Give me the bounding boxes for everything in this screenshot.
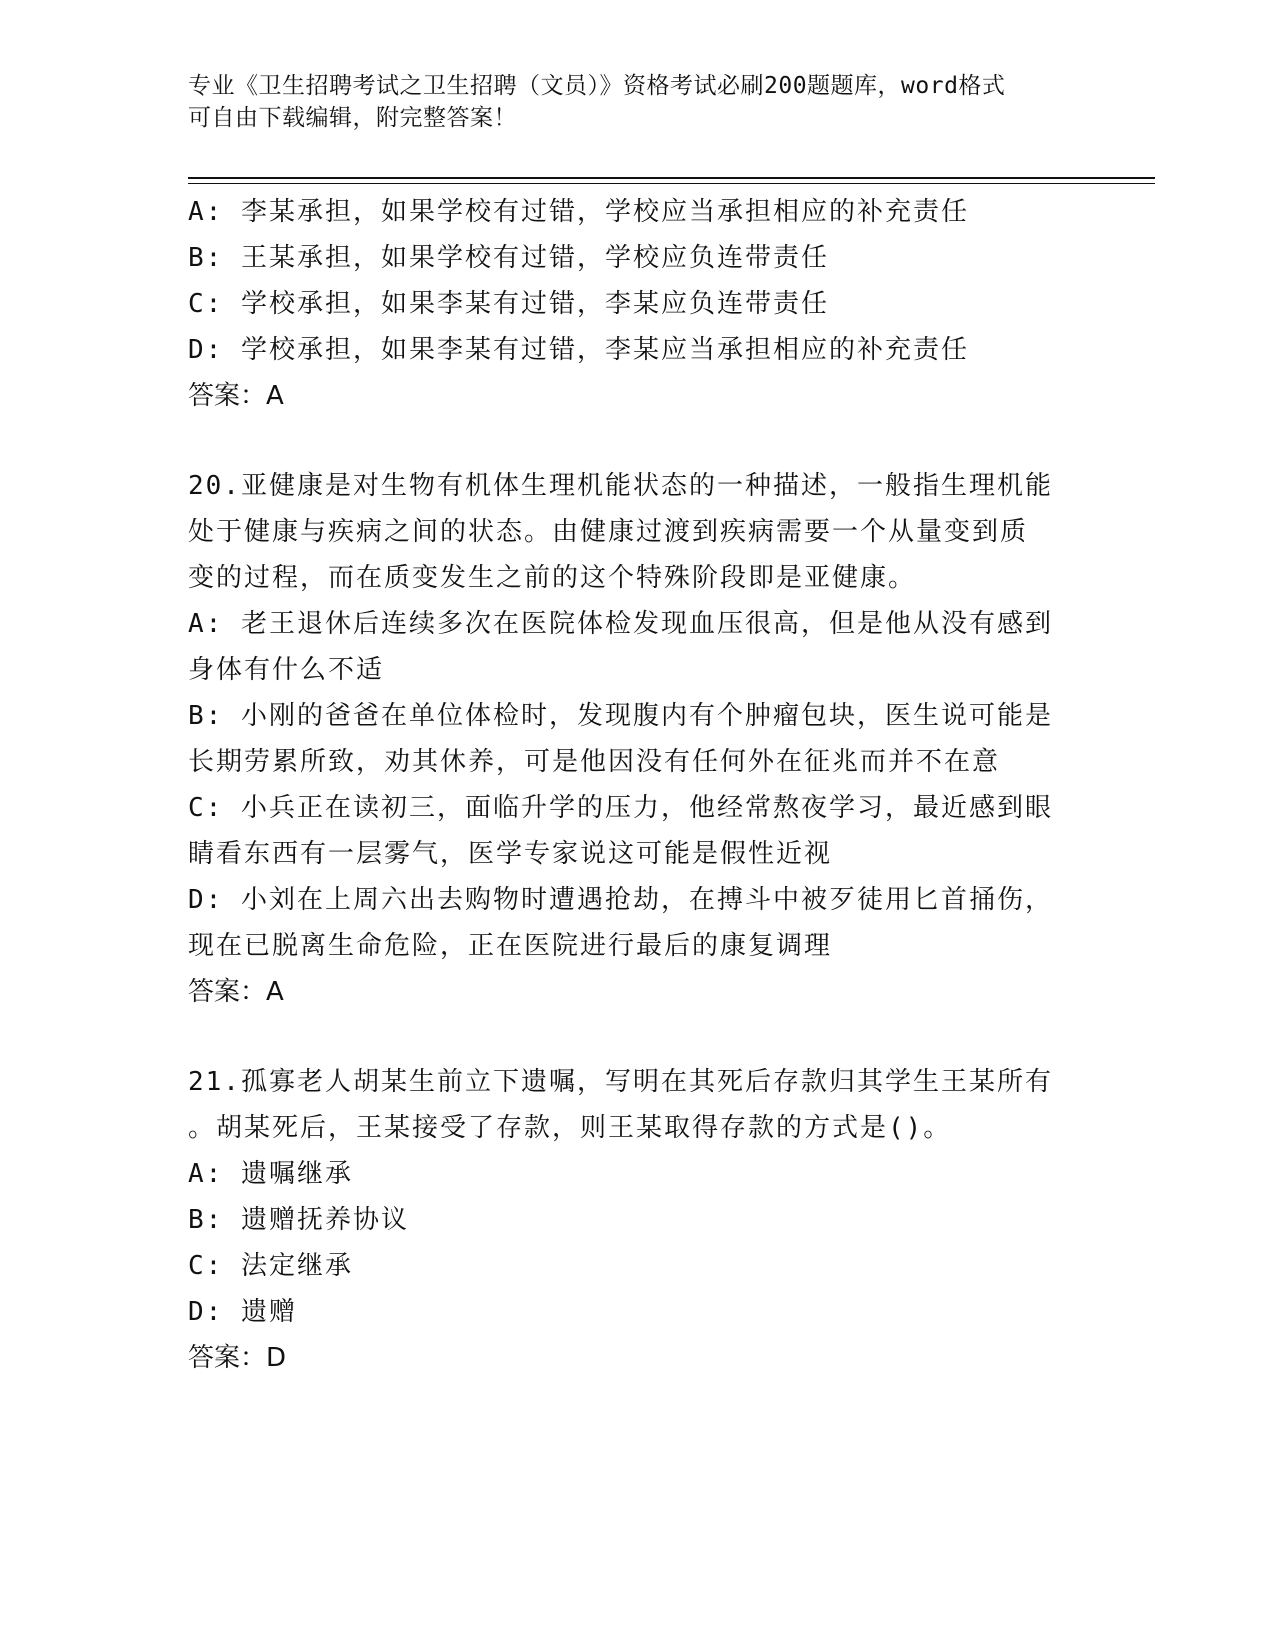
option-d-continued: 现在已脱离生命危险，正在医院进行最后的康复调理 bbox=[188, 931, 833, 961]
option-d: D: 学校承担，如果李某有过错，李某应当承担相应的补充责任 bbox=[188, 335, 969, 365]
question-19 bbox=[188, 189, 1088, 419]
option-d: D: 遗赠 bbox=[188, 1297, 297, 1327]
header-divider-thick bbox=[188, 177, 1155, 179]
question-stem-line: 20.亚健康是对生物有机体生理机能状态的一种描述，一般指生理机能 bbox=[188, 471, 1053, 501]
question-21 bbox=[188, 1059, 1088, 1381]
option-a: A: 遗嘱继承 bbox=[188, 1159, 353, 1189]
option-b-continued: 长期劳累所致，劝其休养，可是他因没有任何外在征兆而并不在意 bbox=[188, 747, 1001, 777]
answer-line: 答案：D bbox=[188, 1343, 287, 1373]
option-d: D: 小刘在上周六出去购物时遭遇抢劫，在搏斗中被歹徒用匕首捅伤， bbox=[188, 885, 1053, 915]
option-c: C: 学校承担，如果李某有过错，李某应负连带责任 bbox=[188, 289, 829, 319]
option-b: B: 遗赠抚养协议 bbox=[188, 1205, 409, 1235]
answer-line: 答案：A bbox=[188, 977, 284, 1007]
document-header bbox=[188, 70, 1088, 134]
answer-line: 答案：A bbox=[188, 381, 284, 411]
option-a: A: 李某承担，如果学校有过错，学校应当承担相应的补充责任 bbox=[188, 197, 969, 227]
spacer bbox=[188, 419, 1088, 463]
option-b: B: 小刚的爸爸在单位体检时，发现腹内有个肿瘤包块，医生说可能是 bbox=[188, 701, 1053, 731]
question-stem-line: 21.孤寡老人胡某生前立下遗嘱，写明在其死后存款归其学生王某所有 bbox=[188, 1067, 1053, 1097]
question-stem-line: 变的过程，而在质变发生之前的这个特殊阶段即是亚健康。 bbox=[188, 563, 917, 593]
question-list bbox=[188, 189, 1088, 1381]
question-stem-line: 处于健康与疾病之间的状态。由健康过渡到疾病需要一个从量变到质 bbox=[188, 517, 1029, 547]
option-a: A: 老王退休后连续多次在医院体检发现血压很高，但是他从没有感到 bbox=[188, 609, 1053, 639]
option-c: C: 小兵正在读初三，面临升学的压力，他经常熬夜学习，最近感到眼 bbox=[188, 793, 1053, 823]
spacer bbox=[188, 1015, 1088, 1059]
question-stem-line: 。胡某死后，王某接受了存款，则王某取得存款的方式是()。 bbox=[188, 1113, 952, 1143]
header-line-2: 可自由下载编辑，附完整答案！ bbox=[188, 105, 517, 131]
header-line-1: 专业《卫生招聘考试之卫生招聘（文员）》资格考试必刷200题题库，word格式 bbox=[188, 73, 1006, 99]
option-c: C: 法定继承 bbox=[188, 1251, 353, 1281]
option-c-continued: 睛看东西有一层雾气，医学专家说这可能是假性近视 bbox=[188, 839, 833, 869]
question-20 bbox=[188, 463, 1088, 1015]
header-divider-thin bbox=[188, 183, 1155, 184]
option-b: B: 王某承担，如果学校有过错，学校应负连带责任 bbox=[188, 243, 829, 273]
option-a-continued: 身体有什么不适 bbox=[188, 655, 385, 685]
